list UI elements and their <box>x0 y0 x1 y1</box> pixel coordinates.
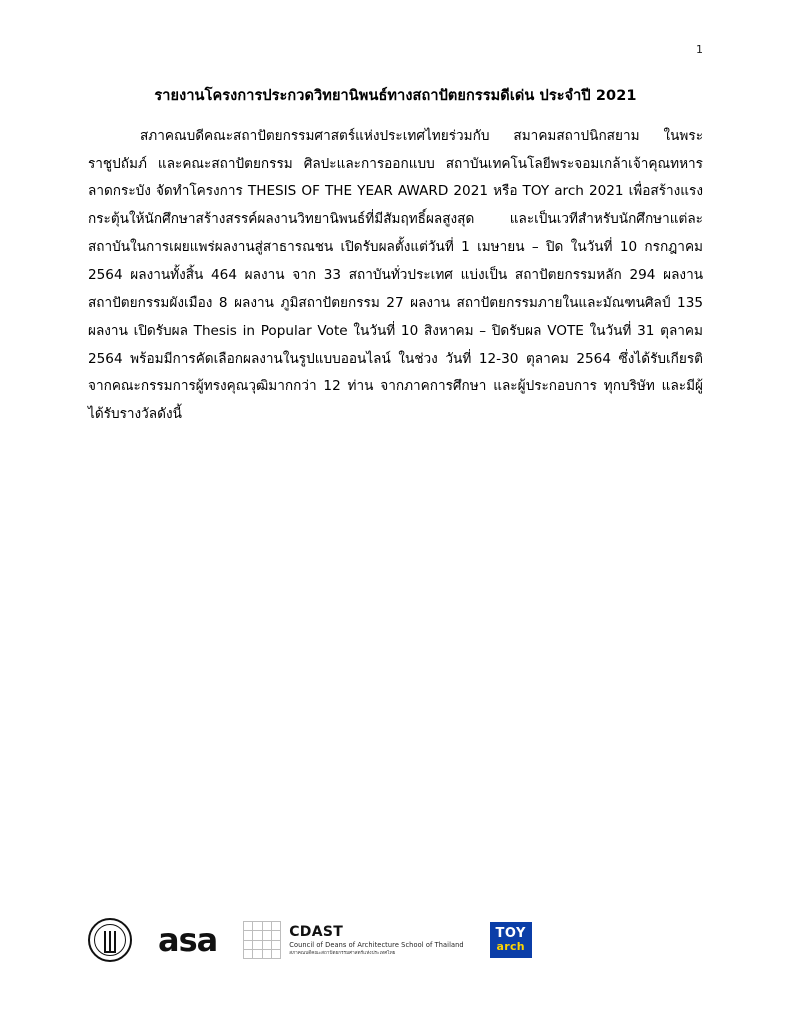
page-number: 1 <box>696 43 703 56</box>
asa-seal-icon <box>88 918 132 962</box>
body-paragraph: สภาคณบดีคณะสถาปัตยกรรมศาสตร์แห่งประเทศไทยร่วมกับ สมาคมสถาปนิกสยาม ในพระราชูปถัมภ์ และคณะสถาปัตยกรรม ศิลปะและการออกแบบ สถาบันเทคโนโลยีพระจอมเกล้าเจ้าคุณทหารลาดกระบัง จัดทำโครงการ THESIS OF THE YEAR AWARD 2021 หรือ TOY arch 2021 เพื่อสร้างแรงกระตุ้นให้นักศึกษาสร้างสรรค์ผลงานวิทยานิพนธ์ที่มีสัมฤทธิ์ผลสูงสุด และเป็นเวทีสำหรับนักศึกษาแต่ละสถาบันในการเผยแพร่ผลงานสู่สาธารณชน เปิดรับผลตั้งแต่วันที่ 1 เมษายน – ปิด ในวันที่ 10 กรกฎาคม 2564 ผลงานทั้งสิ้น 464 ผลงาน จาก 33 สถาบันทั่วประเทศ แบ่งเป็น สถาปัตยกรรมหลัก 294 ผลงาน สถาปัตยกรรมผังเมือง 8 ผลงาน ภูมิสถาปัตยกรรม 27 ผลงาน สถาปัตยกรรมภายในและมัณฑนศิลป์ 135 ผลงาน เปิดรับผล Thesis in Popular Vote ในวันที่ 10 สิงหาคม – ปิดรับผล VOTE ในวันที่ 31 ตุลาคม 2564 พร้อมมีการคัดเลือกผลงานในรูปแบบออนไลน์ ในช่วง วันที่ 12-30 ตุลาคม 2564 ซึ่งได้รับเกียรติจากคณะกรรมการผู้ทรงคุณวุฒิมากกว่า 12 ท่าน จากภาคการศึกษา และผู้ประกอบการ ทุกบริษัท และมีผู้ได้รับรางวัลดังนี้ <box>88 127 703 423</box>
cdast-grid-icon <box>243 921 281 959</box>
asa-wordmark: asa <box>158 921 218 959</box>
cdast-name: CDAST <box>289 923 344 940</box>
toy-logo-line1: TOY <box>495 926 526 942</box>
page-title: รายงานโครงการประกวดวิทยานิพนธ์ทางสถาปัตยกรรมดีเด่น ประจำปี 2021 <box>154 88 637 104</box>
toy-logo-line2: arch <box>496 940 525 954</box>
cdast-logo <box>243 921 464 959</box>
footer-logo-bar <box>88 912 703 968</box>
cdast-text-block <box>289 924 464 956</box>
toy-arch-logo <box>490 922 532 958</box>
cdast-subtitle-th: สภาคณบดีคณะสถาปัตยกรรมศาสตร์แห่งประเทศไทย <box>289 950 396 956</box>
cdast-subtitle-en: Council of Deans of Architecture School of Thailand <box>289 941 464 950</box>
